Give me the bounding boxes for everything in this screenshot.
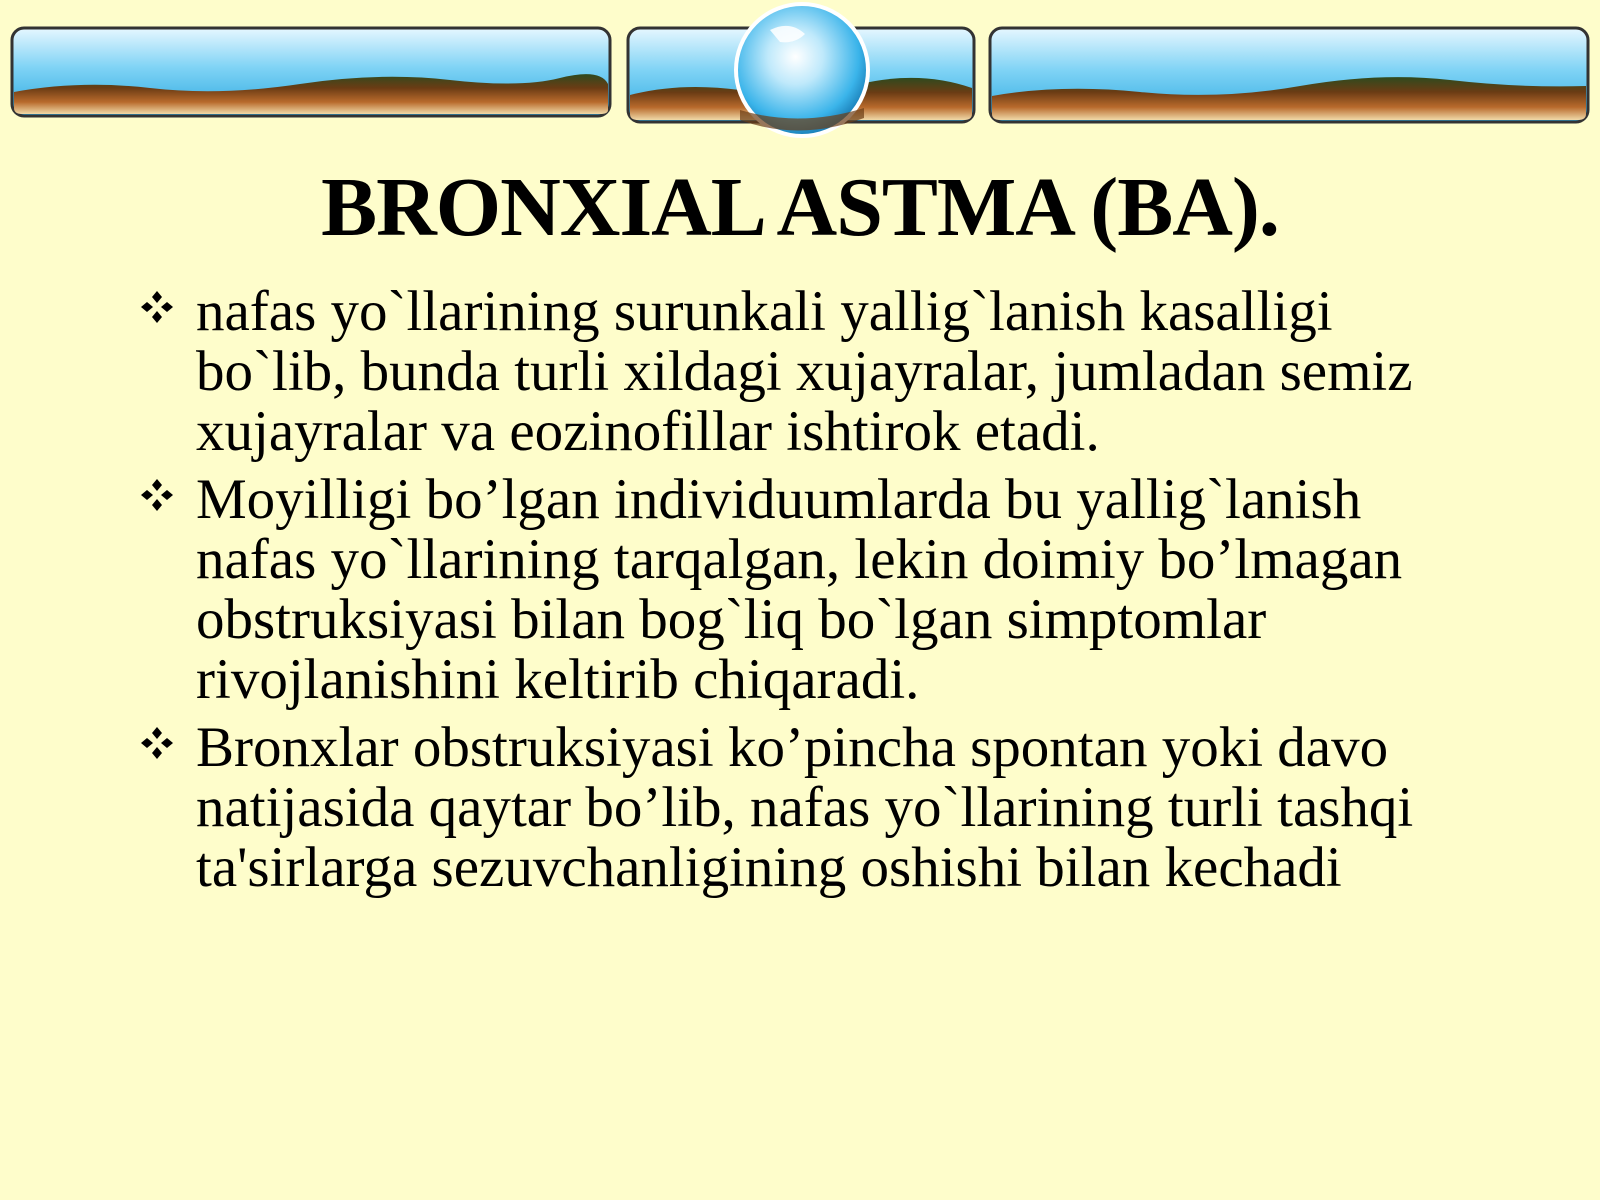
slide-title: BRONXIAL ASTMA (BA).	[321, 161, 1279, 254]
list-item	[140, 718, 1460, 898]
banner-left-panel	[12, 28, 610, 116]
bullet-text: nafas yo`llarining surunkali yallig`lanish kasalligi bo`lib, bunda turli xildagi xujayralar, jumladan semiz xujayralar va eozinofillar ishtirok etadi.	[196, 280, 1413, 463]
diamond-bullet-icon	[140, 290, 174, 324]
banner-right-panel	[990, 28, 1588, 122]
list-item	[140, 282, 1460, 462]
bullet-text: Bronxlar obstruksiyasi ko’pincha spontan yoki davo natijasida qaytar bo’lib, nafas yo`llarining turli tashqi ta'sirlarga sezuvchanligining oshishi bilan kechadi	[196, 716, 1414, 899]
diamond-bullet-icon	[140, 726, 174, 760]
bullet-list	[140, 282, 1460, 906]
list-item	[140, 470, 1460, 710]
globe-icon	[736, 4, 868, 136]
bullet-text: Moyilligi bo’lgan individuumlarda bu yallig`lanish nafas yo`llarining tarqalgan, lekin doimiy bo’lmagan obstruksiyasi bilan bog`liq bo`lgan simptomlar rivojlanishini keltirib chiqaradi.	[196, 468, 1403, 711]
diamond-bullet-icon	[140, 478, 174, 512]
landscape-banner	[0, 0, 1600, 145]
